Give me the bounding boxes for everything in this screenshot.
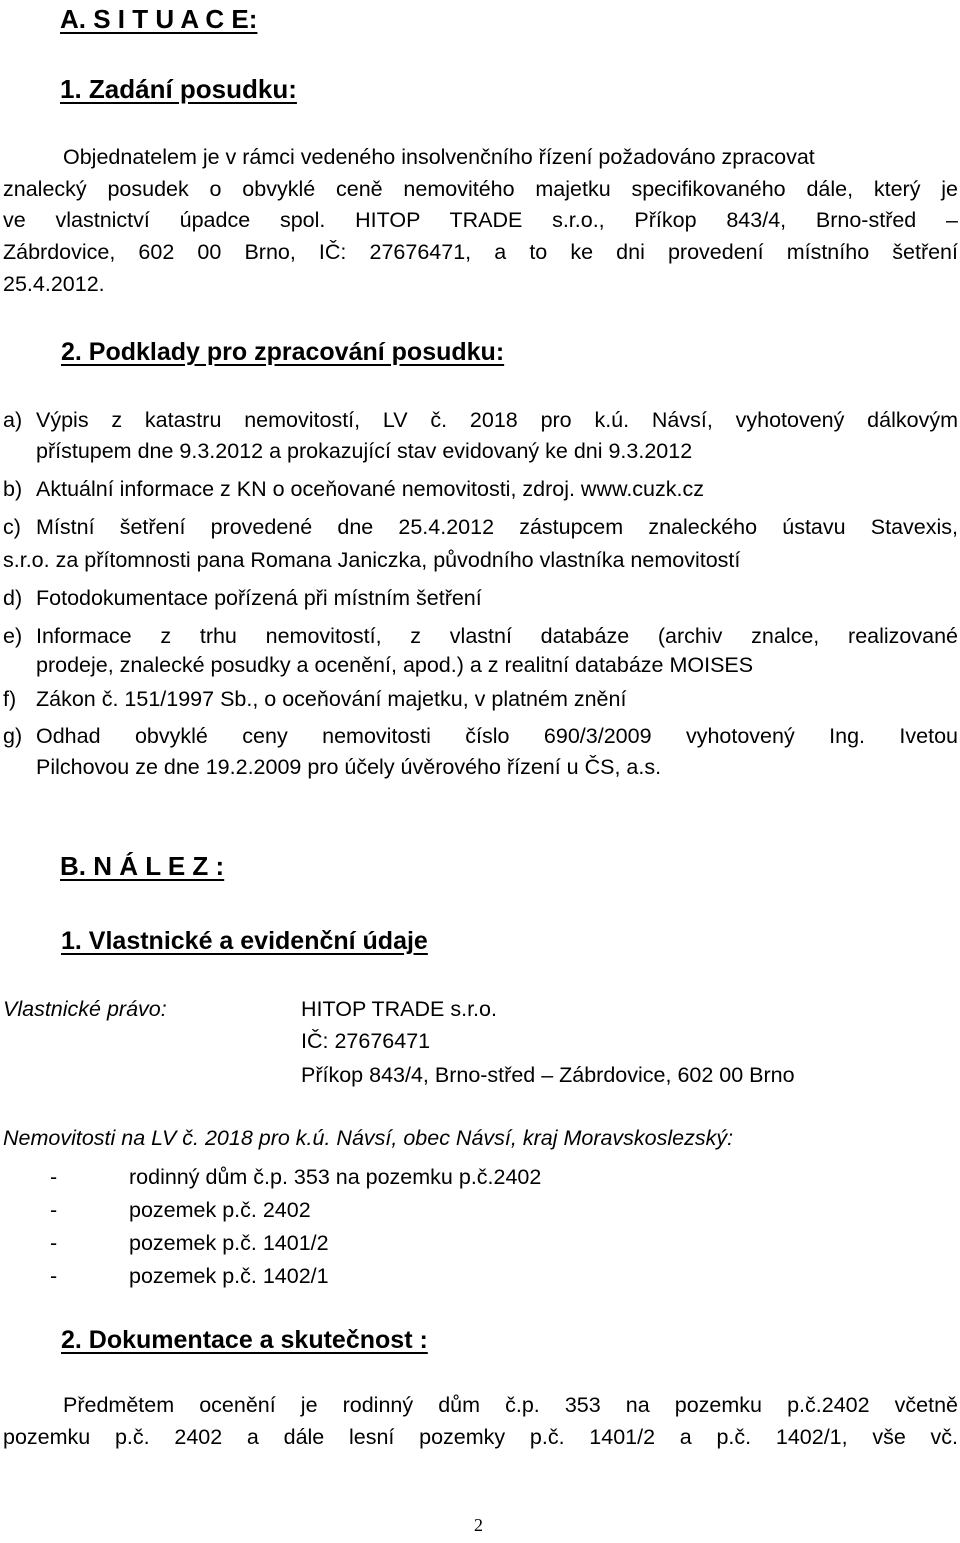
list-marker: c) [3,515,21,539]
list-item-text: Aktuální informace z KN o oceňované nemovitosti, zdroj. www.cuzk.cz [36,477,704,501]
list-dash: - [50,1198,58,1222]
list-item-text: s.r.o. za přítomnosti pana Romana Janiczka, původního vlastníka nemovitostí [3,548,741,572]
paragraph-line: Objednatelem je v rámci vedeného insolvenčního řízení požadováno zpracovat [63,145,815,169]
section-a-title: A. S I T U A C E: [60,4,258,34]
list-marker: g) [3,724,23,748]
list-marker: a) [3,408,23,432]
list-item-text: prodeje, znalecké posudky a ocenění, apod.) a z realitní databáze MOISES [36,653,754,677]
list-dash: - [50,1264,58,1288]
list-dash: - [50,1165,58,1189]
list-item: pozemek p.č. 2402 [129,1198,311,1222]
list-item-text: Výpis z katastru nemovitostí, LV č. 2018 pro k.ú. Návsí, vyhotovený dálkovým [36,408,958,432]
list-item-text: Odhad obvyklé ceny nemovitosti číslo 690/3/2009 vyhotovený Ing. Ivetou [36,724,958,748]
heading-dokumentace: 2. Dokumentace a skutečnost : [61,1326,428,1354]
list-item: rodinný dům č.p. 353 na pozemku p.č.2402 [129,1165,542,1189]
list-marker: e) [3,624,23,648]
paragraph-line: znalecký posudek o obvyklé ceně nemovitého majetku specifikovaného dále, který je [3,177,958,201]
list-item-text: Fotodokumentace pořízená při místním šetření [36,586,482,610]
list-item: pozemek p.č. 1402/1 [129,1264,329,1288]
paragraph-line: Zábrdovice, 602 00 Brno, IČ: 27676471, a to ke dni provedení místního šetření [3,240,958,264]
paragraph-line: ve vlastnictví úpadce spol. HITOP TRADE s.r.o., Příkop 843/4, Brno-střed – [3,208,958,232]
heading-podklady: 2. Podklady pro zpracování posudku: [61,338,505,366]
list-item-text: přístupem dne 9.3.2012 a prokazující stav evidovaný ke dni 9.3.2012 [36,439,693,463]
section-b-title: B. N Á L E Z : [60,851,225,881]
page-number: 2 [474,1515,483,1535]
list-dash: - [50,1231,58,1255]
paragraph-line: pozemku p.č. 2402 a dále lesní pozemky p.č. 1401/2 a p.č. 1402/1, vše vč. [3,1425,958,1449]
list-marker: d) [3,586,23,610]
heading-vlastnicke-udaje: 1. Vlastnické a evidenční údaje [61,927,428,955]
list-item-text: Zákon č. 151/1997 Sb., o oceňování majetku, v platném znění [36,687,627,711]
list-item-text: Místní šetření provedené dne 25.4.2012 zástupcem znaleckého ústavu Stavexis, [36,515,958,539]
owner-line: Příkop 843/4, Brno-střed – Zábrdovice, 602 00 Brno [301,1063,795,1087]
owner-line: IČ: 27676471 [301,1029,431,1053]
paragraph-line: Předmětem ocenění je rodinný dům č.p. 353 na pozemku p.č.2402 včetně [63,1393,958,1417]
list-item: pozemek p.č. 1401/2 [129,1231,329,1255]
owner-line: HITOP TRADE s.r.o. [301,997,497,1021]
list-marker: b) [3,477,23,501]
heading-zadani-posudku: 1. Zadání posudku: [60,74,297,104]
owner-label: Vlastnické právo: [3,997,167,1021]
list-item-text: Informace z trhu nemovitostí, z vlastní databáze (archiv znalce, realizované [36,624,958,648]
paragraph-line: 25.4.2012. [3,272,105,296]
lv-heading: Nemovitosti na LV č. 2018 pro k.ú. Návsí, obec Návsí, kraj Moravskoslezský: [3,1126,734,1150]
list-item-text: Pilchovou ze dne 19.2.2009 pro účely úvěrového řízení u ČS, a.s. [36,755,662,779]
list-marker: f) [3,687,17,711]
